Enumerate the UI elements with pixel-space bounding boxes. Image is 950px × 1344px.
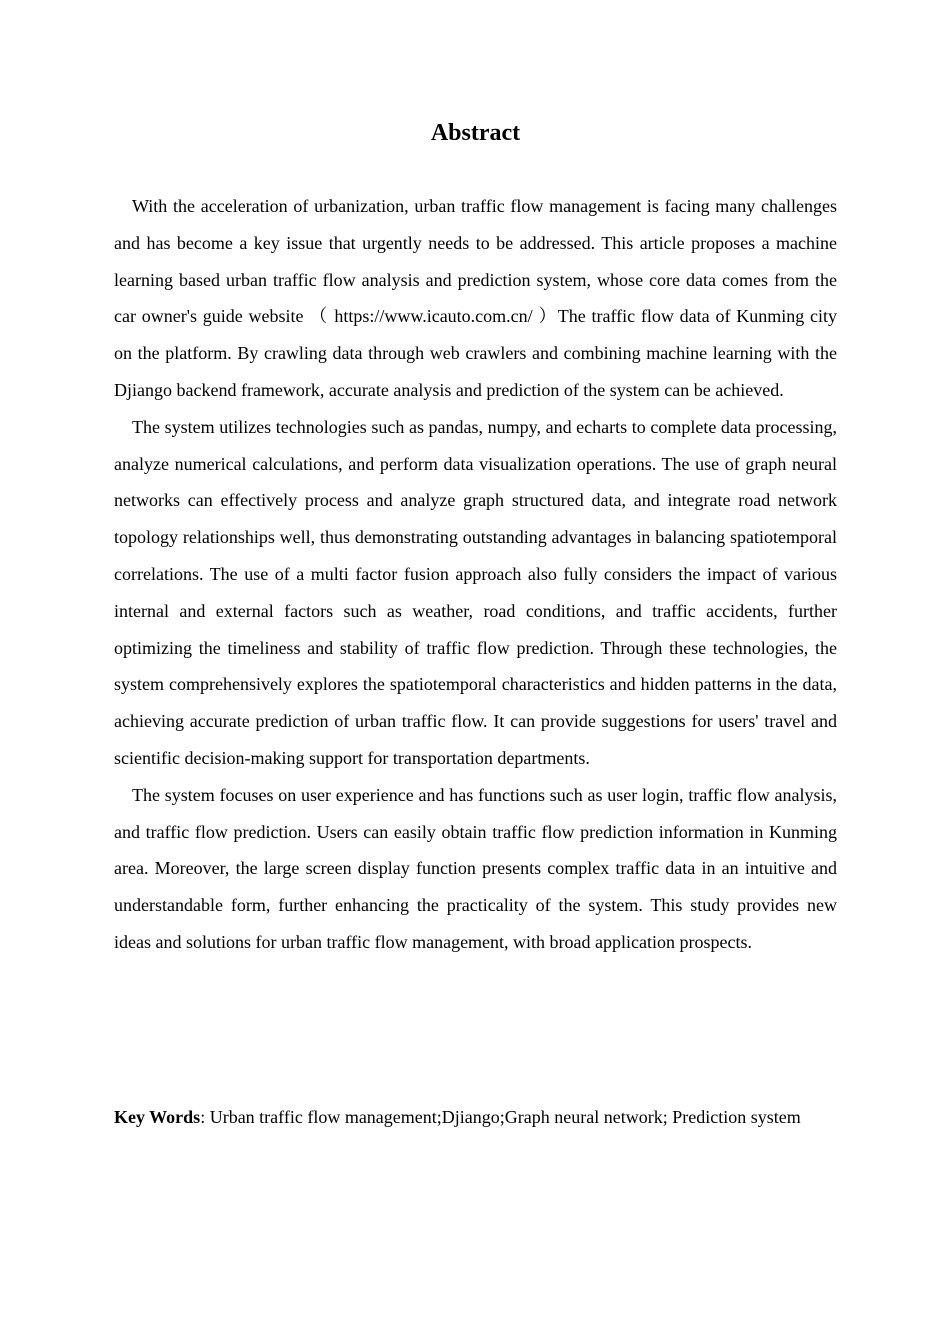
- keywords-text: Urban traffic flow management;Djiango;Graph neural network; Prediction system: [209, 1107, 801, 1127]
- keywords-separator: :: [200, 1107, 210, 1127]
- abstract-paragraph-2: The system utilizes technologies such as pandas, numpy, and echarts to complete data processing, analyze numerical calculations, and perform data visualization operations. The use of graph neural networks can effectively process and analyze graph structured data, and integrate road network topology relationships well, thus demonstrating outstanding advantages in balancing spatiotemporal correlations. The use of a multi factor fusion approach also fully considers the impact of various internal and external factors such as weather, road conditions, and traffic accidents, further optimizing the timeliness and stability of traffic flow prediction. Through these technologies, the system comprehensively explores the spatiotemporal characteristics and hidden patterns in the data, achieving accurate prediction of urban traffic flow. It can provide suggestions for users' travel and scientific decision-making support for transportation departments.: [114, 416, 837, 768]
- abstract-paragraph-1: With the acceleration of urbanization, urban traffic flow management is facing many challenges and has become a key issue that urgently needs to be addressed. This article proposes a machine learning based urban traffic flow analysis and prediction system, whose core data comes from the car owner's guide website （ https://www.icauto.com.cn/ ）The traffic flow data of Kunming city on the platform. By crawling data through web crawlers and combining machine learning with the Djiango backend framework, accurate analysis and prediction of the system can be achieved.: [114, 196, 837, 400]
- keywords-label: Key Words: [114, 1107, 201, 1127]
- keywords-line: [114, 1099, 854, 1136]
- abstract-title: Abstract: [430, 120, 521, 146]
- abstract-paragraph-3: The system focuses on user experience and has functions such as user login, traffic flow analysis, and traffic flow prediction. Users can easily obtain traffic flow prediction information in Kunming area. Moreover, the large screen display function presents complex traffic data in an intuitive and understandable form, further enhancing the practicality of the system. This study provides new ideas and solutions for urban traffic flow management, with broad application prospects.: [114, 784, 837, 952]
- abstract-body: [114, 188, 837, 961]
